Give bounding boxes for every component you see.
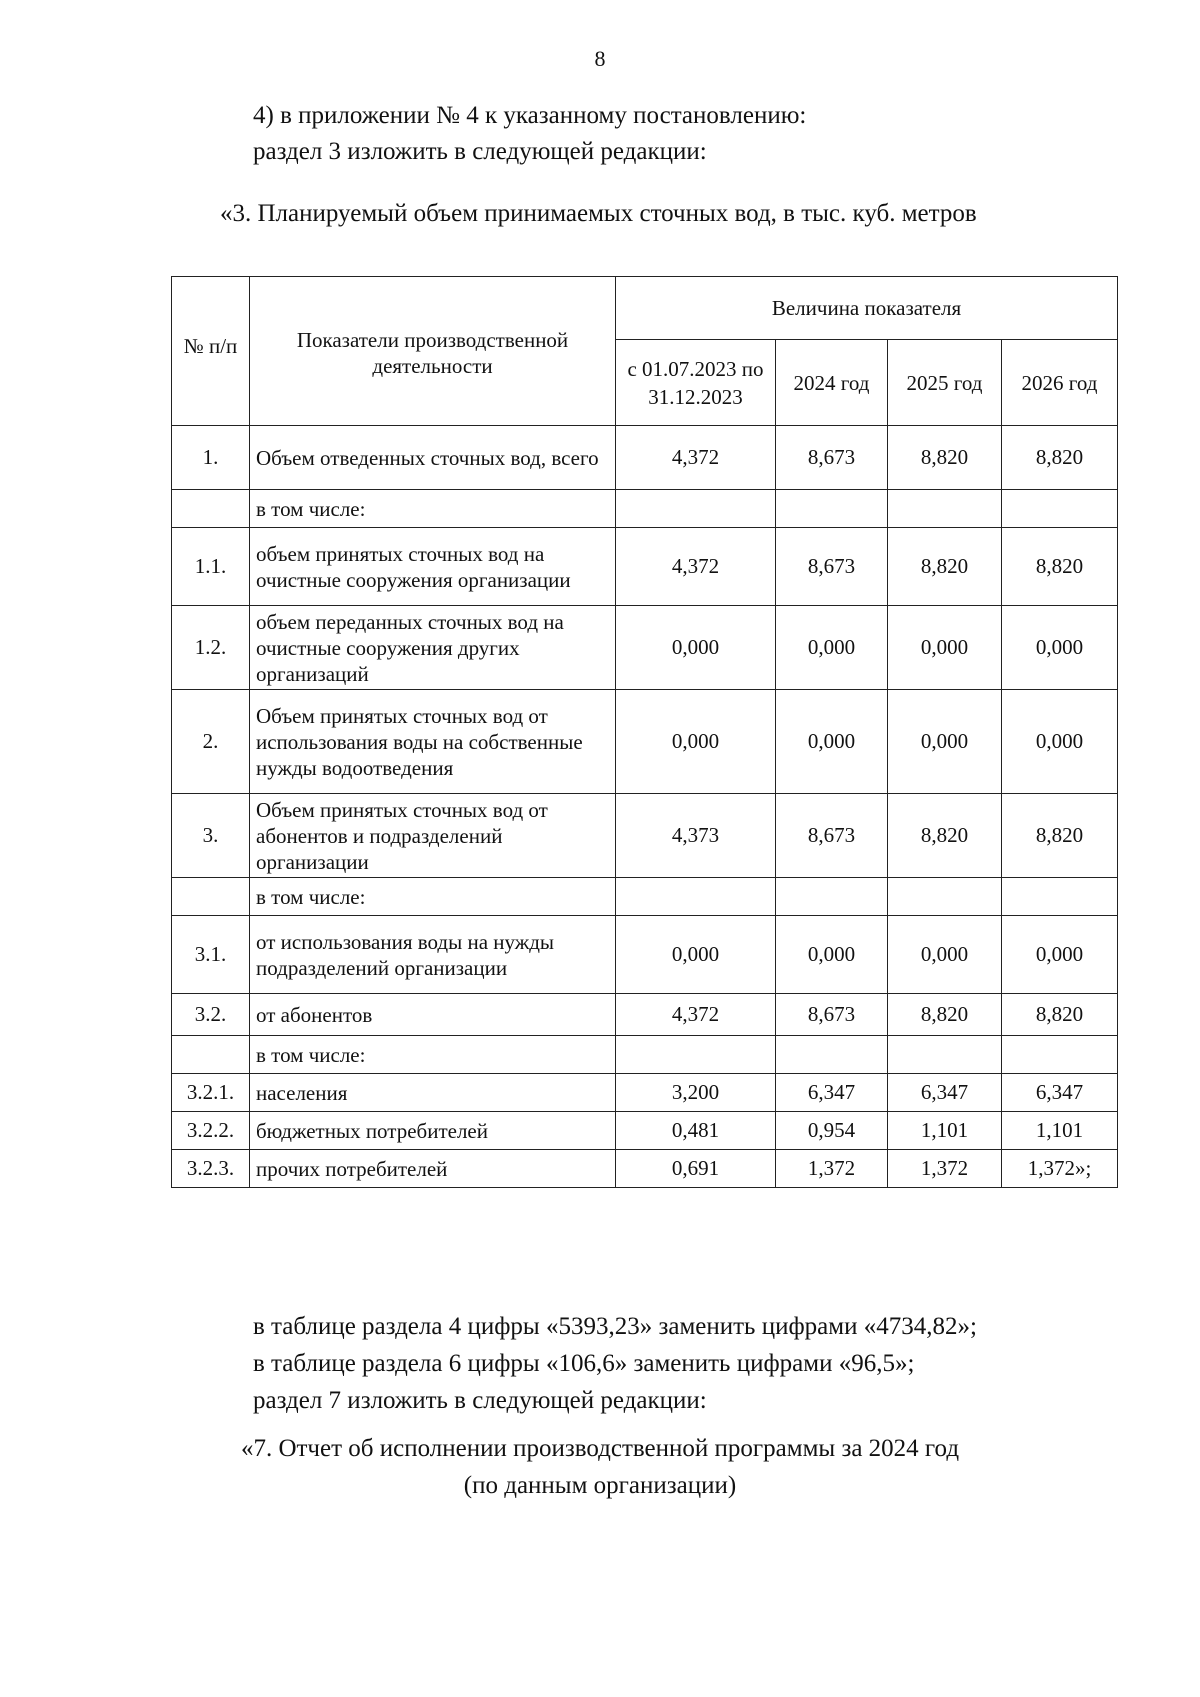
row-number: 1.: [172, 426, 250, 490]
row-value: 0,000: [1002, 916, 1118, 994]
table-row: [172, 1112, 1118, 1150]
row-value: 1,101: [888, 1112, 1002, 1150]
row-value: 8,820: [888, 994, 1002, 1036]
row-value: 8,673: [776, 528, 888, 606]
row-value: 8,820: [1002, 794, 1118, 878]
header-name: Показатели производственной деятельности: [250, 277, 616, 426]
amendments-paragraph: [253, 1308, 977, 1419]
table-row: [172, 994, 1118, 1036]
row-value: 0,000: [616, 606, 776, 690]
table-row: [172, 606, 1118, 690]
row-value: [616, 490, 776, 528]
row-number: 3.2.1.: [172, 1074, 250, 1112]
row-value: [888, 490, 1002, 528]
row-value: 0,000: [1002, 690, 1118, 794]
row-value: 0,000: [616, 916, 776, 994]
row-value: 8,673: [776, 426, 888, 490]
row-value: 0,000: [1002, 606, 1118, 690]
table-row: [172, 528, 1118, 606]
table-row: [172, 916, 1118, 994]
section-3-title: «3. Планируемый объем принимаемых сточных вод, в тыс. куб. метров: [220, 200, 977, 227]
row-value: 4,372: [616, 426, 776, 490]
row-value: [776, 1036, 888, 1074]
row-value: 0,000: [888, 690, 1002, 794]
table-row: [172, 490, 1118, 528]
table-row: [172, 1150, 1118, 1188]
header-value-group: Величина показателя: [616, 277, 1118, 340]
row-number: 3.2.: [172, 994, 250, 1036]
row-number: [172, 878, 250, 916]
row-value: 0,000: [776, 606, 888, 690]
row-value: 0,000: [888, 606, 1002, 690]
row-value: 6,347: [776, 1074, 888, 1112]
row-indicator-name: от абонентов: [250, 994, 616, 1036]
row-value: [1002, 878, 1118, 916]
row-value: 8,820: [888, 426, 1002, 490]
row-value: 0,000: [776, 916, 888, 994]
row-number: [172, 490, 250, 528]
intro-line: раздел 3 изложить в следующей редакции:: [253, 138, 707, 165]
section-7-title-line: «7. Отчет об исполнении производственной программы за 2024 год: [240, 1435, 960, 1462]
row-indicator-name: в том числе:: [250, 878, 616, 916]
row-indicator-name: Объем принятых сточных вод от абонентов и подразделений организации: [250, 794, 616, 878]
row-value: [1002, 490, 1118, 528]
row-value: 4,372: [616, 994, 776, 1036]
row-number: 3.2.3.: [172, 1150, 250, 1188]
intro-paragraph: [253, 98, 806, 170]
table-row: [172, 426, 1118, 490]
row-indicator-name: Объем отведенных сточных вод, всего: [250, 426, 616, 490]
row-indicator-name: в том числе:: [250, 1036, 616, 1074]
row-value: [888, 1036, 1002, 1074]
row-value: 8,673: [776, 794, 888, 878]
row-value: 3,200: [616, 1074, 776, 1112]
amendment-line: в таблице раздела 4 цифры «5393,23» заменить цифрами «4734,82»;: [253, 1313, 977, 1340]
row-value: [776, 490, 888, 528]
row-value: 0,954: [776, 1112, 888, 1150]
header-period: 2026 год: [1002, 340, 1118, 426]
amendment-line: в таблице раздела 6 цифры «106,6» заменить цифрами «96,5»;: [253, 1350, 915, 1377]
row-number: 2.: [172, 690, 250, 794]
row-value: [616, 1036, 776, 1074]
row-value: 4,373: [616, 794, 776, 878]
intro-line: 4) в приложении № 4 к указанному постановлению:: [253, 102, 807, 129]
section-7-title: [0, 1430, 1200, 1504]
row-number: 3.: [172, 794, 250, 878]
row-number: 3.2.2.: [172, 1112, 250, 1150]
row-indicator-name: населения: [250, 1074, 616, 1112]
header-period: 2024 год: [776, 340, 888, 426]
row-value: [616, 878, 776, 916]
section-7-title-line: (по данным организации): [463, 1472, 737, 1499]
row-indicator-name: прочих потребителей: [250, 1150, 616, 1188]
row-value: [888, 878, 1002, 916]
indicators-table: [171, 276, 1118, 1188]
page-number: 8: [594, 46, 606, 71]
row-number: 3.1.: [172, 916, 250, 994]
row-value: 0,691: [616, 1150, 776, 1188]
row-indicator-name: от использования воды на нужды подразделений организации: [250, 916, 616, 994]
row-value: 8,820: [1002, 994, 1118, 1036]
row-value: 4,372: [616, 528, 776, 606]
row-value: 0,000: [888, 916, 1002, 994]
table-row: [172, 1074, 1118, 1112]
header-period: 2025 год: [888, 340, 1002, 426]
row-value: 6,347: [1002, 1074, 1118, 1112]
row-value: 1,101: [1002, 1112, 1118, 1150]
table-row: [172, 1036, 1118, 1074]
row-indicator-name: бюджетных потребителей: [250, 1112, 616, 1150]
row-number: [172, 1036, 250, 1074]
row-indicator-name: объем переданных сточных вод на очистные сооружения других организаций: [250, 606, 616, 690]
table-row: [172, 878, 1118, 916]
row-value: 8,673: [776, 994, 888, 1036]
row-number: 1.1.: [172, 528, 250, 606]
row-value: 8,820: [888, 528, 1002, 606]
amendment-line: раздел 7 изложить в следующей редакции:: [253, 1387, 707, 1414]
row-value: [776, 878, 888, 916]
table-row: [172, 794, 1118, 878]
row-value: 8,820: [888, 794, 1002, 878]
row-value: 0,000: [616, 690, 776, 794]
row-indicator-name: в том числе:: [250, 490, 616, 528]
row-value: 1,372: [888, 1150, 1002, 1188]
row-value: 8,820: [1002, 528, 1118, 606]
row-value: 0,481: [616, 1112, 776, 1150]
table-row: [172, 690, 1118, 794]
row-value: [1002, 1036, 1118, 1074]
row-indicator-name: Объем принятых сточных вод от использования воды на собственные нужды водоотведения: [250, 690, 616, 794]
header-num: № п/п: [172, 277, 250, 426]
header-period: с 01.07.2023 по 31.12.2023: [616, 340, 776, 426]
row-number: 1.2.: [172, 606, 250, 690]
row-value: 1,372: [776, 1150, 888, 1188]
row-value: 6,347: [888, 1074, 1002, 1112]
row-indicator-name: объем принятых сточных вод на очистные сооружения организации: [250, 528, 616, 606]
row-value: 1,372»;: [1002, 1150, 1118, 1188]
row-value: 0,000: [776, 690, 888, 794]
row-value: 8,820: [1002, 426, 1118, 490]
